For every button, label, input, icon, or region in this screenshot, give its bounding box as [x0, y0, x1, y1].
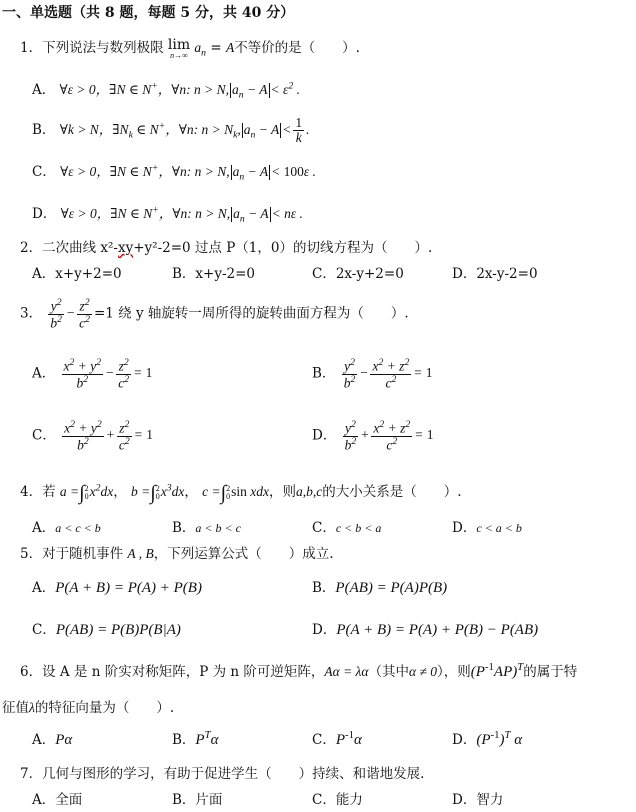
option-formula: Pα: [55, 732, 73, 748]
q5-option-c[interactable]: [32, 618, 181, 639]
q5-option-b[interactable]: [312, 576, 447, 597]
option-label: B．: [172, 266, 196, 282]
question-number: 1．: [20, 40, 43, 56]
question-1: 1．下列说法与数列极限 lim n→∞ $a_n = A$不等价的是（ ）.: [20, 36, 360, 60]
q3-option-a[interactable]: [32, 358, 152, 390]
option-formula: $\frac{x^2 + y^2}{b^2}$ − $\frac{z^2}{c^2}$ = 1: [63, 357, 153, 391]
q1-option-c[interactable]: [32, 160, 316, 183]
integral-c: c =∫ 2 0 sin xdx: [202, 481, 270, 504]
option-text: x+y-2=0: [195, 266, 256, 282]
option-text: 片面: [195, 792, 223, 808]
question-stem-cont-end: 的特征向量为（ ）.: [34, 700, 175, 716]
option-label: B．: [172, 520, 196, 536]
option-label: C．: [32, 164, 56, 180]
question-stem-cont: 征值: [2, 700, 29, 716]
q6-option-c[interactable]: [312, 728, 362, 749]
option-text: a < b < c: [195, 521, 241, 535]
question-stem-end: 的属于特: [523, 664, 578, 680]
option-formula: ∀k > N，$\exists N_k$ ∈ N+，∀n: $n > N_k$, $a_n - A$ < $\frac{1}{k}$ .: [59, 115, 310, 146]
q4-option-a[interactable]: [32, 516, 101, 536]
option-formula: ∀ε > 0，∃N ∈ N+，∀n: n > N, $a_n - A < \varepsilon^2$ .: [59, 80, 300, 101]
question-stem: 若: [42, 484, 56, 500]
q1-option-b[interactable]: [32, 116, 310, 145]
limit-symbol: lim n→∞: [167, 36, 191, 60]
option-label: B．: [172, 792, 196, 808]
option-label: A．: [32, 520, 56, 536]
q6-option-b[interactable]: [172, 728, 218, 749]
question-stem: 二次曲线 x²-: [42, 240, 118, 256]
spell-mark: xy: [117, 240, 134, 256]
option-formula: $\frac{y^2}{b^2}$ + $\frac{x^2 + z^2}{c^2}$ = 1: [344, 419, 434, 453]
question-stem-mid-2: ），则: [437, 664, 471, 680]
q7-option-d[interactable]: [452, 788, 503, 808]
option-formula: $P^{-1}\alpha$: [335, 729, 362, 748]
option-label: C．: [312, 732, 336, 748]
question-4: 4．若 a =∫ 2 0 $x^2dx$， b =∫ 2 0 $x^3dx$， c =∫ 2 0 sin xdx，则a,b,c的大小关系是（ ）.: [20, 481, 462, 504]
option-label: A．: [32, 580, 56, 596]
option-text: P(AB) = P(B)P(B|A): [55, 622, 181, 638]
option-label: D．: [452, 732, 477, 748]
question-number: 7．: [20, 766, 43, 782]
q4-option-d[interactable]: [452, 516, 522, 536]
q1-option-d[interactable]: [32, 202, 303, 225]
q6-option-a[interactable]: [32, 728, 72, 749]
option-formula: ∀ε > 0，∃N ∈ N+，∀n: n > N, $a_n - A < n\varepsilon$ .: [60, 204, 303, 225]
option-formula: $(P^{-1})^T$ α: [476, 729, 523, 748]
q2-option-b[interactable]: [172, 262, 255, 282]
option-text: 2x-y+2=0: [335, 266, 404, 282]
option-text: 智力: [476, 792, 504, 808]
option-label: B．: [312, 580, 336, 596]
option-label: A．: [32, 732, 56, 748]
question-2: [20, 236, 432, 256]
q2-option-a[interactable]: [32, 262, 122, 282]
q7-option-b[interactable]: [172, 788, 222, 808]
option-label: C．: [312, 520, 336, 536]
option-formula: $\frac{x^2 + y^2}{b^2}$ + $\frac{z^2}{c^2}$ = 1: [64, 419, 153, 453]
question-6: 6．设 A 是 n 阶实对称矩阵，P 为 n 阶可逆矩阵，Aα = λα（其中α ≠ 0），则$(P^{-1}AP)^T$的属于特: [20, 661, 578, 680]
question-6-line-2: 征值λ的特征向量为（ ）.: [2, 700, 175, 716]
option-label: A．: [32, 266, 56, 282]
question-stem-mid: ，则: [269, 484, 297, 500]
section-title: 一、单选题（共 8 题，每题 5 分，共 40 分）: [2, 5, 295, 21]
option-text: c < b < a: [335, 521, 382, 535]
option-label: B．: [312, 365, 336, 382]
question-stem: 几何与图形的学习，有助于促进学生（ ）持续、和谐地发展.: [42, 766, 425, 782]
q4-option-b[interactable]: [172, 516, 241, 536]
question-number: 5．: [20, 546, 43, 562]
option-label: D．: [452, 266, 477, 282]
question-number: 3．: [20, 305, 43, 322]
option-label: B．: [32, 121, 56, 138]
option-label: D．: [452, 792, 477, 808]
q2-option-d[interactable]: [452, 262, 538, 282]
question-3: [20, 298, 409, 330]
option-label: A．: [32, 792, 56, 808]
question-number: 6．: [20, 664, 43, 680]
q6-option-d[interactable]: [452, 728, 522, 749]
option-label: C．: [32, 622, 56, 638]
integral-a: a =∫ 2 0 $x^2dx$: [59, 481, 114, 504]
quadric-formula: $\frac{y^2}{b^2}$ − $\frac{z^2}{c^2}$: [50, 297, 90, 331]
question-stem-mid: （其中: [368, 664, 409, 680]
q3-option-d[interactable]: [312, 420, 433, 452]
option-formula: ∀ε > 0，∃N ∈ N+，∀n: n > N, $a_n - A < 100\varepsilon$ .: [60, 162, 316, 183]
option-label: C．: [312, 266, 336, 282]
option-label: C．: [312, 792, 336, 808]
option-formula: $P^T\alpha$: [195, 729, 219, 748]
question-stem-end: =1 绕 y 轴旋转一周所得的旋转曲面方程为（ ）.: [93, 305, 409, 322]
q7-option-c[interactable]: [312, 788, 363, 808]
option-label: A．: [32, 82, 56, 98]
question-5: 5．对于随机事件 A , B，下列运算公式（ ）成立.: [20, 546, 334, 562]
option-label: D．: [312, 622, 337, 638]
q4-option-c[interactable]: [312, 516, 381, 536]
question-number: 4．: [20, 484, 43, 500]
question-number: 2．: [20, 240, 43, 256]
option-text: P(AB) = P(A)P(B): [335, 580, 448, 596]
q5-option-a[interactable]: [32, 576, 202, 597]
question-7: [20, 762, 424, 782]
q1-option-a[interactable]: [32, 78, 300, 101]
option-formula: $\frac{y^2}{b^2}$ − $\frac{x^2 + z^2}{c^2}$ = 1: [343, 357, 433, 391]
q5-option-d[interactable]: [312, 618, 538, 639]
option-label: A．: [32, 365, 56, 382]
integral-b: b =∫ 2 0 $x^3dx$: [131, 481, 185, 504]
option-text: 全面: [55, 792, 83, 808]
option-label: B．: [172, 732, 196, 748]
option-text: P(A + B) = P(A) + P(B): [55, 580, 202, 596]
option-label: D．: [452, 520, 477, 536]
question-stem-end: 不等价的是（ ）.: [234, 40, 360, 56]
question-stem-end: ，下列运算公式（ ）成立.: [153, 546, 334, 562]
option-label: D．: [32, 206, 57, 222]
option-label: C．: [32, 427, 56, 444]
question-stem: 对于随机事件: [42, 546, 124, 562]
question-stem: 设 A 是 n 阶实对称矩阵，P 为 n 阶可逆矩阵，: [42, 664, 325, 680]
option-text: a < c < b: [55, 521, 101, 535]
option-text: x+y+2=0: [55, 266, 122, 282]
q3-option-b[interactable]: [312, 358, 433, 390]
option-text: P(A + B) = P(A) + P(B) − P(AB): [336, 622, 539, 638]
q2-option-c[interactable]: [312, 262, 404, 282]
option-text: 能力: [335, 792, 363, 808]
question-stem-end: +y²-2=0 过点 P（1，0）的切线方程为（ ）.: [133, 240, 433, 256]
question-stem: 下列说法与数列极限: [42, 40, 164, 56]
option-text: 2x-y-2=0: [476, 266, 538, 282]
option-text: c < a < b: [476, 521, 522, 535]
option-label: D．: [312, 427, 337, 444]
q7-option-a[interactable]: [32, 788, 82, 808]
question-stem-end: 的大小关系是（ ）.: [322, 484, 462, 500]
q3-option-c[interactable]: [32, 420, 153, 452]
